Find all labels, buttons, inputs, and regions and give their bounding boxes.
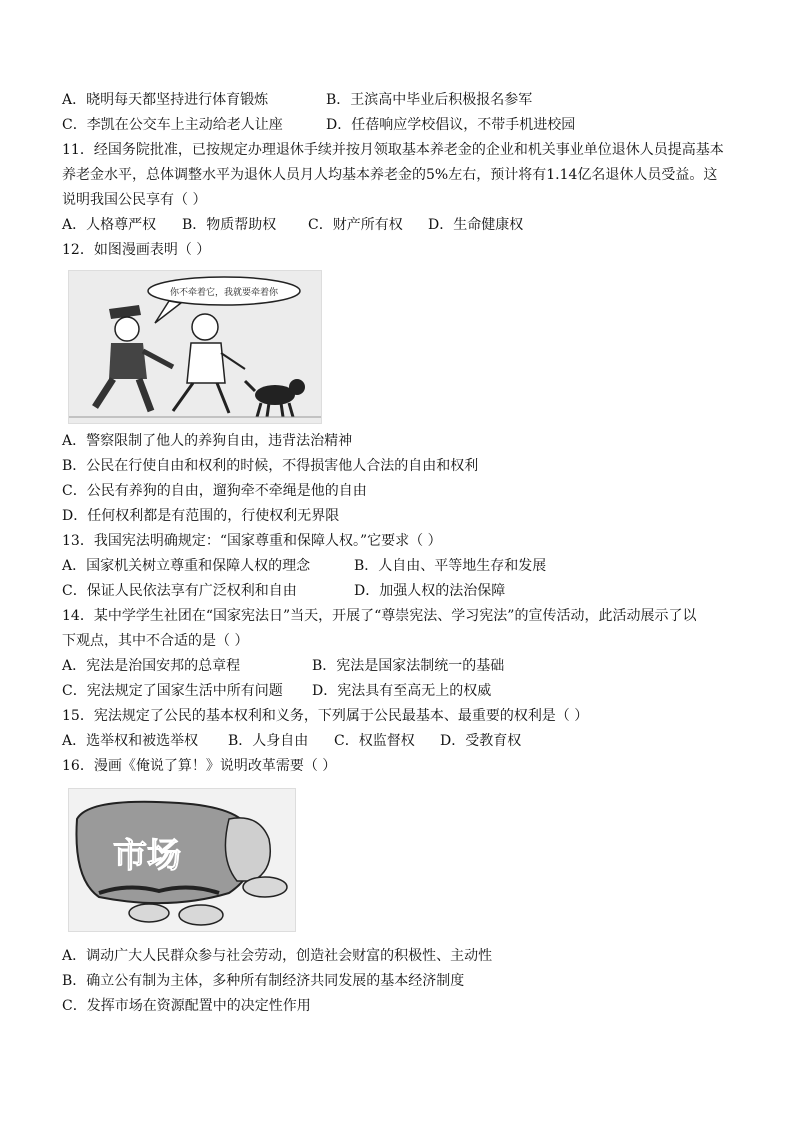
q10-option-a: A．晓明每天都坚持进行体育锻炼 bbox=[62, 92, 269, 108]
q11-option-c: C．财产所有权 bbox=[308, 217, 403, 233]
q16-option-a: A．调动广大人民群众参与社会劳动，创造社会财富的积极性、主动性 bbox=[62, 948, 493, 964]
q15-option-c: C．权监督权 bbox=[334, 733, 415, 749]
dog-legs bbox=[257, 403, 293, 417]
bowl-middle bbox=[179, 905, 223, 925]
q11-option-b: B．物质帮助权 bbox=[182, 217, 277, 233]
q14-option-d: D．宪法具有至高无上的权威 bbox=[312, 683, 492, 699]
police-body bbox=[109, 343, 147, 379]
man-body bbox=[187, 343, 225, 383]
q13-option-b: B．人自由、平等地生存和发展 bbox=[354, 558, 547, 574]
q15-stem: 15．宪法规定了公民的基本权利和义务，下列属于公民最基本、最重要的权利是（ ） bbox=[62, 708, 589, 724]
man-head bbox=[192, 314, 218, 340]
police-head bbox=[115, 317, 139, 341]
police-arm bbox=[143, 351, 173, 367]
q15-option-d: D．受教育权 bbox=[440, 733, 522, 749]
q12-option-c: C．公民有养狗的自由，遛狗牵不牵绳是他的自由 bbox=[62, 483, 367, 499]
q16-option-c: C．发挥市场在资源配置中的决定性作用 bbox=[62, 998, 311, 1014]
q14-option-c: C．宪法规定了国家生活中所有问题 bbox=[62, 683, 283, 699]
q11-stem-line-3: 说明我国公民享有（ ） bbox=[62, 192, 207, 208]
q12-cartoon bbox=[68, 270, 322, 424]
sack-label-text: 市场 bbox=[113, 836, 181, 876]
market-sack-cartoon-image bbox=[69, 789, 295, 931]
q10-option-d: D．任蓓响应学校倡议，不带手机进校园 bbox=[326, 117, 576, 133]
speech-bubble-text: 你不牵着它，我就要牵着你 bbox=[169, 288, 279, 298]
q14-stem-line-1: 14．某中学学生社团在“国家宪法日”当天，开展了“尊崇宪法、学习宪法”的宣传活动，此活动展示了以 bbox=[62, 608, 697, 624]
q14-stem-line-2: 下观点，其中不合适的是（ ） bbox=[62, 633, 249, 649]
q11-option-d: D．生命健康权 bbox=[428, 217, 524, 233]
q16-stem: 16．漫画《俺说了算！》说明改革需要（ ） bbox=[62, 758, 337, 774]
q12-option-b: B．公民在行使自由和权利的时候，不得损害他人合法的自由和权利 bbox=[62, 458, 479, 474]
q16-option-b: B．确立公有制为主体，多种所有制经济共同发展的基本经济制度 bbox=[62, 973, 465, 989]
q14-option-a: A．宪法是治国安邦的总章程 bbox=[62, 658, 241, 674]
q13-option-d: D．加强人权的法治保障 bbox=[354, 583, 506, 599]
q10-option-b: B．王滨高中毕业后积极报名参军 bbox=[326, 92, 533, 108]
police-legs bbox=[95, 379, 151, 411]
q15-option-b: B．人身自由 bbox=[228, 733, 309, 749]
man-legs bbox=[173, 383, 229, 413]
q13-stem: 13．我国宪法明确规定：“国家尊重和保障人权。”它要求（ ） bbox=[62, 533, 442, 549]
man-arm bbox=[221, 353, 245, 369]
q11-stem-line-1: 11．经国务院批准，已按规定办理退休手续并按月领取基本养老金的企业和机关事业单位退休人员提高基本 bbox=[62, 142, 724, 158]
jar bbox=[225, 818, 270, 881]
police-dog-cartoon-image bbox=[69, 271, 321, 423]
q13-option-a: A．国家机关树立尊重和保障人权的理念 bbox=[62, 558, 311, 574]
q13-option-c: C．保证人民依法享有广泛权利和自由 bbox=[62, 583, 297, 599]
q12-option-a: A．警察限制了他人的养狗自由，违背法治精神 bbox=[62, 433, 353, 449]
q14-option-b: B．宪法是国家法制统一的基础 bbox=[312, 658, 505, 674]
q15-option-a: A．选举权和被选举权 bbox=[62, 733, 199, 749]
bowl-right bbox=[243, 877, 287, 897]
q11-stem-line-2: 养老金水平，总体调整水平为退休人员月人均基本养老金的5%左右，预计将有1.14亿名退休人员受益。这 bbox=[62, 167, 718, 183]
bowl-left bbox=[129, 904, 169, 922]
dog-tail bbox=[245, 381, 255, 391]
dog-head bbox=[289, 379, 305, 395]
dog-body bbox=[255, 385, 295, 405]
q10-option-c: C．李凯在公交车上主动给老人让座 bbox=[62, 117, 283, 133]
q12-stem: 12．如图漫画表明（ ） bbox=[62, 242, 211, 258]
q11-option-a: A．人格尊严权 bbox=[62, 217, 157, 233]
q16-cartoon bbox=[68, 788, 296, 932]
speech-bubble-tail bbox=[155, 301, 181, 323]
q12-option-d: D．任何权利都是有范围的，行使权利无界限 bbox=[62, 508, 340, 524]
